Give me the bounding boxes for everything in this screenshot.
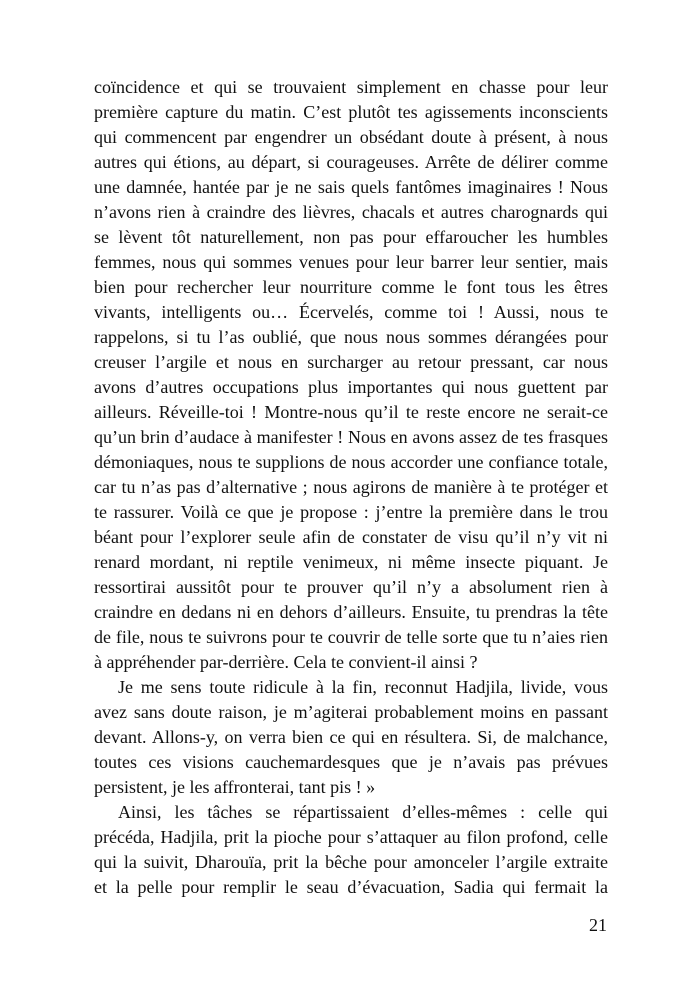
page-number: 21 bbox=[589, 915, 607, 935]
text-line: et la pelle pour remplir le seau d’évacuation, Sadia qui fermait la bbox=[94, 877, 608, 897]
text-line: à appréhender par-derrière. Cela te convient-il ainsi ? bbox=[94, 652, 478, 672]
text-line: devant. Allons-y, on verra bien ce qui en résultera. Si, de malchance, bbox=[94, 727, 608, 747]
text-line: creuser l’argile et nous en surcharger au retour pressant, car nous bbox=[94, 352, 608, 372]
text-line: craindre en dedans ni en dehors d’ailleurs. Ensuite, tu prendras la tête bbox=[94, 602, 608, 622]
text-line: vivants, intelligents ou… Écervelés, comme toi ! Aussi, nous te bbox=[94, 302, 608, 322]
text-line: bien pour rechercher leur nourriture comme le font tous les êtres bbox=[94, 277, 608, 297]
text-line: renard mordant, ni reptile venimeux, ni même insecte piquant. Je bbox=[94, 552, 608, 572]
text-line: se lèvent tôt naturellement, non pas pour effaroucher les humbles bbox=[94, 227, 608, 247]
text-line: te rassurer. Voilà ce que je propose : j’entre la première dans le trou bbox=[94, 502, 608, 522]
text-line: démoniaques, nous te supplions de nous accorder une confiance totale, bbox=[94, 452, 608, 472]
paragraph bbox=[94, 800, 608, 900]
text-line: femmes, nous qui sommes venues pour leur barrer leur sentier, mais bbox=[94, 252, 608, 272]
paragraph bbox=[94, 675, 608, 800]
text-line: de file, nous te suivrons pour te couvrir de telle sorte que tu n’aies rien bbox=[94, 627, 608, 647]
text-line: qui commencent par engendrer un obsédant doute à présent, à nous bbox=[94, 127, 608, 147]
text-line: persistent, je les affronterai, tant pis ! » bbox=[94, 777, 376, 797]
text-line: béant pour l’explorer seule afin de constater de visu qu’il n’y vit ni bbox=[94, 527, 608, 547]
text-line: rappelons, si tu l’as oublié, que nous nous sommes dérangées pour bbox=[94, 327, 608, 347]
text-line: toutes ces visions cauchemardesques que je n’avais pas prévues bbox=[94, 752, 608, 772]
text-line: n’avons rien à craindre des lièvres, chacals et autres charognards qui bbox=[94, 202, 608, 222]
text-line: une damnée, hantée par je ne sais quels fantômes imaginaires ! Nous bbox=[94, 177, 608, 197]
text-line: Ainsi, les tâches se répartissaient d’elles-mêmes : celle qui bbox=[118, 802, 608, 822]
text-line: avez sans doute raison, je m’agiterai probablement moins en passant bbox=[94, 702, 608, 722]
text-line: première capture du matin. C’est plutôt tes agissements inconscients bbox=[94, 102, 608, 122]
text-line: qui la suivit, Dharouïa, prit la bêche pour amonceler l’argile extraite bbox=[94, 852, 608, 872]
text-line: coïncidence et qui se trouvaient simplement en chasse pour leur bbox=[94, 77, 608, 97]
text-line: ressortirai aussitôt pour te prouver qu’il n’y a absolument rien à bbox=[94, 577, 608, 597]
text-line: avons d’autres occupations plus importantes qui nous guettent par bbox=[94, 377, 608, 397]
text-line: qu’un brin d’audace à manifester ! Nous en avons assez de tes frasques bbox=[94, 427, 608, 447]
text-line: ailleurs. Réveille-toi ! Montre-nous qu’il te reste encore ne serait-ce bbox=[94, 402, 608, 422]
page-body bbox=[94, 75, 608, 900]
text-line: car tu n’as pas d’alternative ; nous agirons de manière à te protéger et bbox=[94, 477, 608, 497]
text-line: Je me sens toute ridicule à la fin, reconnut Hadjila, livide, vous bbox=[118, 677, 608, 697]
paragraph bbox=[94, 75, 608, 675]
text-line: précéda, Hadjila, prit la pioche pour s’attaquer au filon profond, celle bbox=[94, 827, 608, 847]
text-line: autres qui étions, au départ, si courageuses. Arrête de délirer comme bbox=[94, 152, 608, 172]
